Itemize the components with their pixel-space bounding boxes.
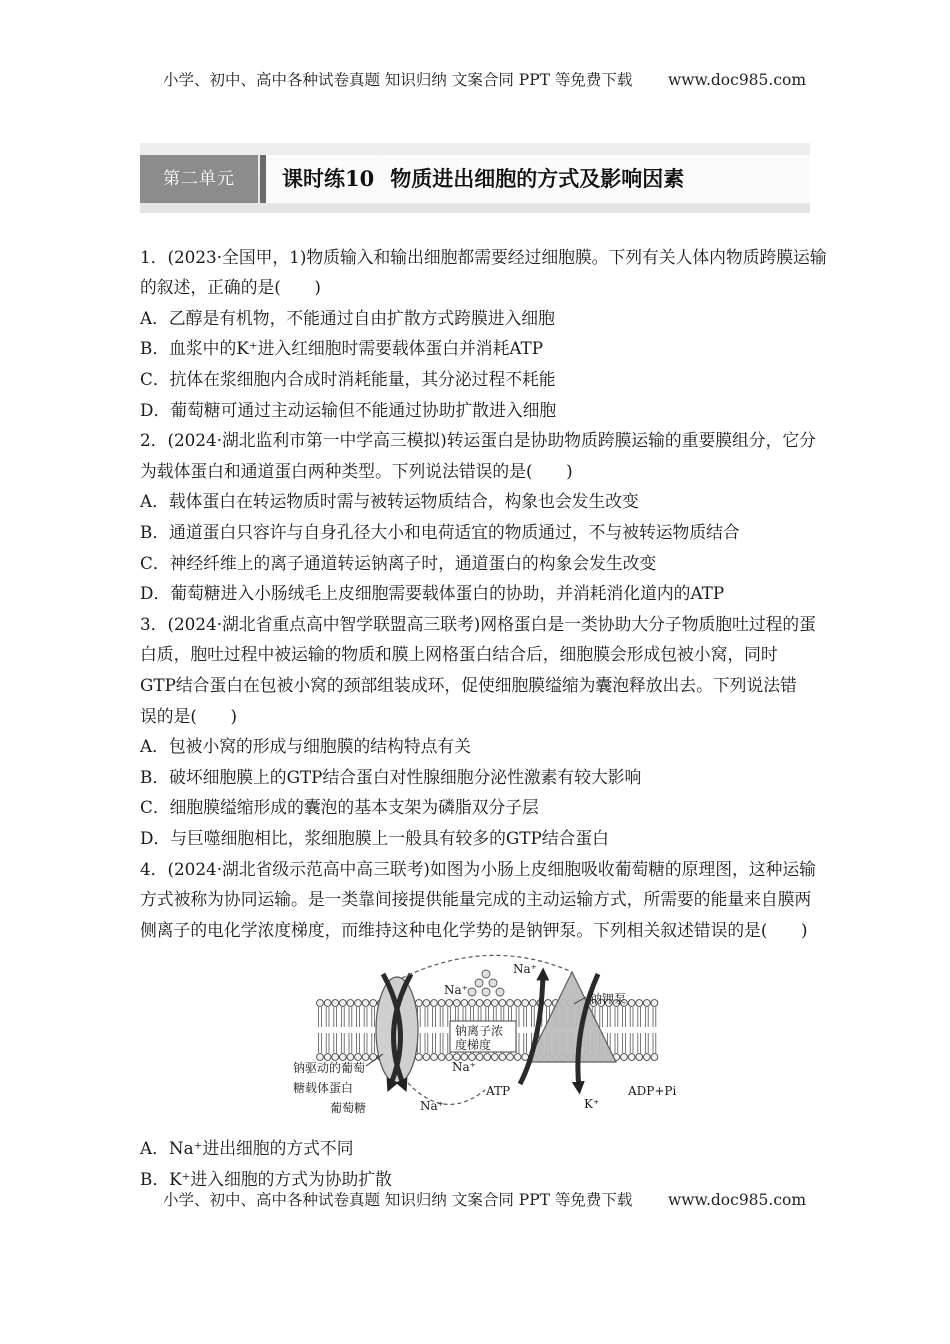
phospholipid-head xyxy=(491,1000,498,1007)
banner-title-area xyxy=(266,155,810,203)
phospholipid-head xyxy=(628,1054,635,1061)
phospholipid-head xyxy=(332,1000,339,1007)
phospholipid-head xyxy=(362,1000,369,1007)
question-3-option-d: D．与巨噬细胞相比，浆细胞膜上一般具有较多的GTP结合蛋白 xyxy=(140,827,609,848)
label-carrier-line: 钠驱动的葡萄 xyxy=(293,1061,366,1076)
unit-label: 第二单元 xyxy=(140,155,258,203)
phospholipid-head xyxy=(431,1000,438,1007)
phospholipid-head xyxy=(469,1000,476,1007)
question-1-option-d: D．葡萄糖可通过主动运输但不能通过协助扩散进入细胞 xyxy=(140,399,557,420)
phospholipid-head xyxy=(651,1054,658,1061)
question-4-stem-line: 侧离子的电化学浓度梯度，而维持这种电化学势的是钠钾泵。下列相关叙述错误的是( ) xyxy=(140,919,808,940)
question-2-option-a: A．载体蛋白在转运物质时需与被转运物质结合，构象也会发生改变 xyxy=(140,491,639,512)
phospholipid-head xyxy=(476,1000,483,1007)
phospholipid-head xyxy=(332,1054,339,1061)
sodium-ion xyxy=(496,988,504,996)
label-na-cluster: Na⁺ xyxy=(444,983,468,998)
question-2-stem-line: 为载体蛋白和通道蛋白两种类型。下列说法错误的是( ) xyxy=(140,460,573,481)
phospholipid-head xyxy=(529,1000,536,1007)
label-atp: ATP xyxy=(486,1084,511,1099)
phospholipid-head xyxy=(362,1054,369,1061)
page-title xyxy=(282,155,684,203)
sodium-ion xyxy=(468,988,476,996)
label-na-top: Na⁺ xyxy=(513,962,537,977)
phospholipid-head xyxy=(628,1000,635,1007)
label-na-bottom: Na⁺ xyxy=(420,1099,444,1114)
phospholipid-head xyxy=(507,1054,514,1061)
phospholipid-head xyxy=(484,1054,491,1061)
phospholipid-head xyxy=(507,1000,514,1007)
phospholipid-head xyxy=(324,1000,331,1007)
sodium-ion xyxy=(482,988,490,996)
phospholipid-head xyxy=(522,1000,529,1007)
pump-sodium-arrow xyxy=(520,974,543,1084)
question-3-option-b: B．破坏细胞膜上的GTP结合蛋白对性腺细胞分泌性激素有较大影响 xyxy=(140,766,642,787)
question-2-option-b: B．通道蛋白只容许与自身孔径大小和电荷适宜的物质通过，不与被转运物质结合 xyxy=(140,522,740,543)
phospholipid-head xyxy=(347,1054,354,1061)
question-2-stem-line: 2．(2024·湖北监利市第一中学高三模拟)转运蛋白是协助物质跨膜运输的重要膜组分，它分 xyxy=(140,430,816,451)
question-4-option-a: A．Na⁺进出细胞的方式不同 xyxy=(140,1138,354,1159)
phospholipid-head xyxy=(423,1000,430,1007)
phospholipid-head xyxy=(484,1000,491,1007)
phospholipid-head xyxy=(355,1054,362,1061)
question-4-stem-line: 4．(2024·湖北省级示范高中高三联考)如图为小肠上皮细胞吸收葡萄糖的原理图，这种运输 xyxy=(140,858,816,879)
label-gradient-line: 度梯度 xyxy=(455,1038,492,1053)
cotransport-diagram xyxy=(280,950,700,1132)
phospholipid-head xyxy=(651,1000,658,1007)
sodium-ion-cluster xyxy=(468,970,504,996)
question-3-option-a: A．包被小窝的形成与细胞膜的结构特点有关 xyxy=(140,736,471,757)
phospholipid-head xyxy=(438,1054,445,1061)
label-carrier-line: 糖载体蛋白 xyxy=(293,1081,354,1096)
phospholipid-head xyxy=(499,1054,506,1061)
unit-banner xyxy=(140,143,810,213)
phospholipid-head xyxy=(636,1054,643,1061)
label-pump: 钠钾泵 xyxy=(590,992,627,1007)
question-3-stem-line: 3．(2024·湖北省重点高中智学联盟高三联考)网格蛋白是一类协助大分子物质胞吐过程的蛋 xyxy=(140,613,816,634)
lesson-label: 课时练10 xyxy=(282,166,375,191)
label-adp: ADP+Pi xyxy=(628,1084,677,1099)
sodium-ion xyxy=(475,979,483,987)
label-gradient-line: 钠离子浓 xyxy=(455,1024,504,1039)
question-3-option-c: C．细胞膜缢缩形成的囊泡的基本支架为磷脂双分子层 xyxy=(140,797,539,818)
question-list xyxy=(140,242,827,1195)
phospholipid-head xyxy=(339,1054,346,1061)
phospholipid-head xyxy=(514,1000,521,1007)
question-4-stem-line: 方式被称为协同运输。是一类靠间接提供能量完成的主动运输方式，所需要的能量来自膜两 xyxy=(140,889,812,910)
phospholipid-head xyxy=(355,1000,362,1007)
question-1-option-c: C．抗体在浆细胞内合成时消耗能量，其分泌过程不耗能 xyxy=(140,369,556,390)
phospholipid-head xyxy=(431,1054,438,1061)
footer-site: www.doc985.com xyxy=(668,1191,807,1209)
phospholipid-head xyxy=(643,1054,650,1061)
phospholipid-head xyxy=(415,1054,422,1061)
question-2-option-d: D．葡萄糖进入小肠绒毛上皮细胞需要载体蛋白的协助，并消耗消化道内的ATP xyxy=(140,583,725,604)
footer-text: 小学、初中、高中各种试卷真题 知识归纳 文案合同 PPT 等免费下载 xyxy=(163,1191,633,1209)
question-3-stem-line: GTP结合蛋白在包被小窝的颈部组装成环，促使细胞膜缢缩为囊泡释放出去。下列说法错 xyxy=(140,675,797,695)
header-text: 小学、初中、高中各种试卷真题 知识归纳 文案合同 PPT 等免费下载 xyxy=(163,71,633,89)
phospholipid-head xyxy=(339,1000,346,1007)
phospholipid-head xyxy=(347,1000,354,1007)
phospholipid-head xyxy=(415,1000,422,1007)
phospholipid-head xyxy=(438,1000,445,1007)
phospholipid-head xyxy=(636,1000,643,1007)
phospholipid-head xyxy=(499,1000,506,1007)
question-3-stem-line: 误的是( ) xyxy=(140,705,238,726)
question-1-option-b: B．血浆中的K⁺进入红细胞时需要载体蛋白并消耗ATP xyxy=(140,338,544,359)
sodium-ion xyxy=(482,970,490,978)
question-2-option-c: C．神经纤维上的离子通道转运钠离子时，通道蛋白的构象会发生改变 xyxy=(140,552,657,573)
question-4-figure xyxy=(140,945,810,1133)
label-k: K⁺ xyxy=(584,1097,600,1112)
phospholipid-head xyxy=(423,1054,430,1061)
question-1-stem-line: 1．(2023·全国甲，1)物质输入和输出细胞都需要经过细胞膜。下列有关人体内物质跨膜运输 xyxy=(140,246,827,267)
phospholipid-head xyxy=(621,1054,628,1061)
phospholipid-head xyxy=(545,1000,552,1007)
phospholipid-head xyxy=(446,1000,453,1007)
question-4-option-b: B．K⁺进入细胞的方式为协助扩散 xyxy=(140,1168,392,1189)
phospholipid-head xyxy=(461,1000,468,1007)
topic-label: 物质进出细胞的方式及影响因素 xyxy=(390,166,685,191)
phospholipid-head xyxy=(643,1000,650,1007)
sodium-ion xyxy=(489,979,497,987)
phospholipid-head xyxy=(491,1054,498,1061)
phospholipid-head xyxy=(453,1000,460,1007)
header-site: www.doc985.com xyxy=(668,71,807,89)
label-glucose: 葡萄糖 xyxy=(330,1101,367,1116)
question-1-stem-line: 的叙述，正确的是( ) xyxy=(140,277,321,298)
phospholipid-head xyxy=(324,1054,331,1061)
label-na-inner: Na⁺ xyxy=(452,1060,476,1075)
phospholipid-head xyxy=(514,1054,521,1061)
phospholipid-head xyxy=(370,1000,377,1007)
phospholipid-head xyxy=(317,1054,324,1061)
question-3-stem-line: 白质，胞吐过程中被运输的物质和膜上网格蛋白结合后，细胞膜会形成包被小窝，同时 xyxy=(140,644,778,665)
phospholipid-head xyxy=(317,1000,324,1007)
phospholipid-head xyxy=(476,1054,483,1061)
question-1-option-a: A．乙醇是有机物，不能通过自由扩散方式跨膜进入细胞 xyxy=(140,307,555,328)
